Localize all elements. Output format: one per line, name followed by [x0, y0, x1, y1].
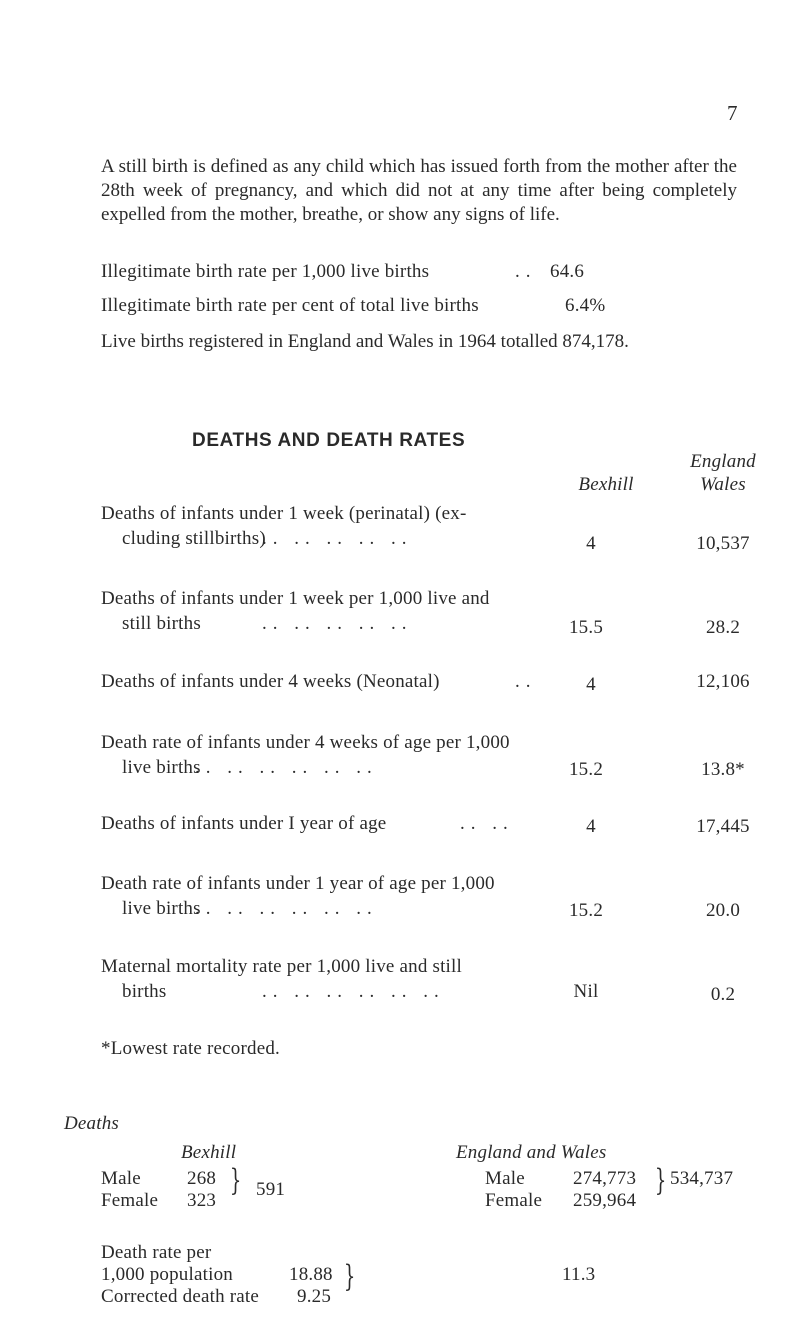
england-value: 12,106 [696, 671, 750, 692]
brace-icon: } [229, 1163, 242, 1198]
row-label: live births [122, 757, 201, 778]
illegit-percent-value: 6.4% [565, 295, 606, 316]
row-label: Death rate of infants under 1 year of age per 1,000 [101, 873, 495, 894]
england-value: 0.2 [710, 984, 736, 1005]
england-value: 28.2 [705, 617, 741, 638]
page-number: 7 [727, 101, 738, 125]
bexhill-value: Nil [573, 981, 599, 1002]
england-female-value: 259,964 [573, 1190, 637, 1211]
leader-dots: .. .. .. .. .. .. [195, 898, 378, 919]
england-wales-heading: England and Wales [456, 1142, 607, 1163]
bexhill-male-label: Male [101, 1168, 141, 1189]
bexhill-value: 4 [586, 674, 596, 695]
still-birth-definition: A still birth is defined as any child which has issued forth from the mother after the 28th week of pregnancy, and which did not at any time after being completely expelled from the mother, breathe, or show any signs of life. [101, 156, 737, 225]
illegit-per-1000-value: 64.6 [550, 261, 585, 282]
live-births-note: Live births registered in England and Wales in 1964 totalled 874,178. [101, 331, 629, 352]
leader-dots: .. .. .. .. .. [262, 528, 413, 549]
england-female-label: Female [485, 1190, 543, 1211]
bexhill-value: 4 [586, 816, 596, 837]
row-label: Deaths of infants under 1 week (perinatal) (ex- [101, 503, 467, 524]
england-value: 17,445 [696, 816, 750, 837]
leader-dots: .. .. .. .. .. [262, 613, 413, 634]
col-header-bexhill: Bexhill [578, 474, 634, 495]
row-label: Deaths of infants under 1 week per 1,000 live and [101, 588, 490, 609]
brace-icon: } [654, 1163, 667, 1198]
leader-dots: .. .. .. .. .. .. [195, 757, 378, 778]
england-death-rate: 11.3 [562, 1264, 596, 1285]
bexhill-value: 4 [586, 533, 596, 554]
leader-dots: .. .. [460, 813, 514, 834]
bexhill-value: 15.5 [568, 617, 604, 638]
england-value: 10,537 [696, 533, 750, 554]
england-value: 13.8* [701, 759, 745, 780]
deaths-heading: Deaths [64, 1113, 120, 1134]
bexhill-corrected-rate: 9.25 [297, 1286, 332, 1307]
col-header-wales: Wales [700, 474, 746, 495]
england-total: 534,737 [670, 1168, 734, 1189]
corrected-rate-label: Corrected death rate [101, 1286, 260, 1307]
row-label: Death rate of infants under 4 weeks of age per 1,000 [101, 732, 510, 753]
row-label: births [122, 981, 167, 1002]
footnote: *Lowest rate recorded. [101, 1038, 281, 1059]
bexhill-female-value: 323 [187, 1190, 217, 1211]
bexhill-male-value: 268 [187, 1168, 217, 1189]
leader-dots: .. [515, 261, 537, 282]
bexhill-value: 15.2 [568, 759, 604, 780]
row-label: still births [122, 613, 201, 634]
england-value: 20.0 [705, 900, 741, 921]
leader-dots: .. [515, 671, 537, 692]
brace-icon: } [343, 1259, 356, 1294]
illegit-per-1000-label: Illegitimate birth rate per 1,000 live births [101, 261, 430, 282]
row-label: Deaths of infants under I year of age [101, 813, 387, 834]
col-header-england: England [690, 451, 756, 472]
bexhill-female-label: Female [101, 1190, 159, 1211]
bexhill-heading: Bexhill [181, 1142, 237, 1163]
england-male-label: Male [485, 1168, 525, 1189]
row-label: Maternal mortality rate per 1,000 live and still [101, 956, 462, 977]
row-label: Deaths of infants under 4 weeks (Neonatal) [101, 671, 440, 692]
row-label: live births [122, 898, 201, 919]
bexhill-value: 15.2 [568, 900, 604, 921]
bexhill-total: 591 [256, 1179, 286, 1200]
leader-dots: .. .. .. .. .. .. [262, 981, 445, 1002]
row-label: cluding stillbirths) [122, 528, 266, 549]
bexhill-death-rate: 18.88 [289, 1264, 333, 1285]
death-rate-label: Death rate per [101, 1242, 212, 1263]
death-rate-label: 1,000 population [101, 1264, 233, 1285]
table-title: DEATHS AND DEATH RATES [192, 430, 466, 451]
illegit-percent-label: Illegitimate birth rate per cent of total live births [101, 295, 479, 316]
england-male-value: 274,773 [573, 1168, 637, 1189]
